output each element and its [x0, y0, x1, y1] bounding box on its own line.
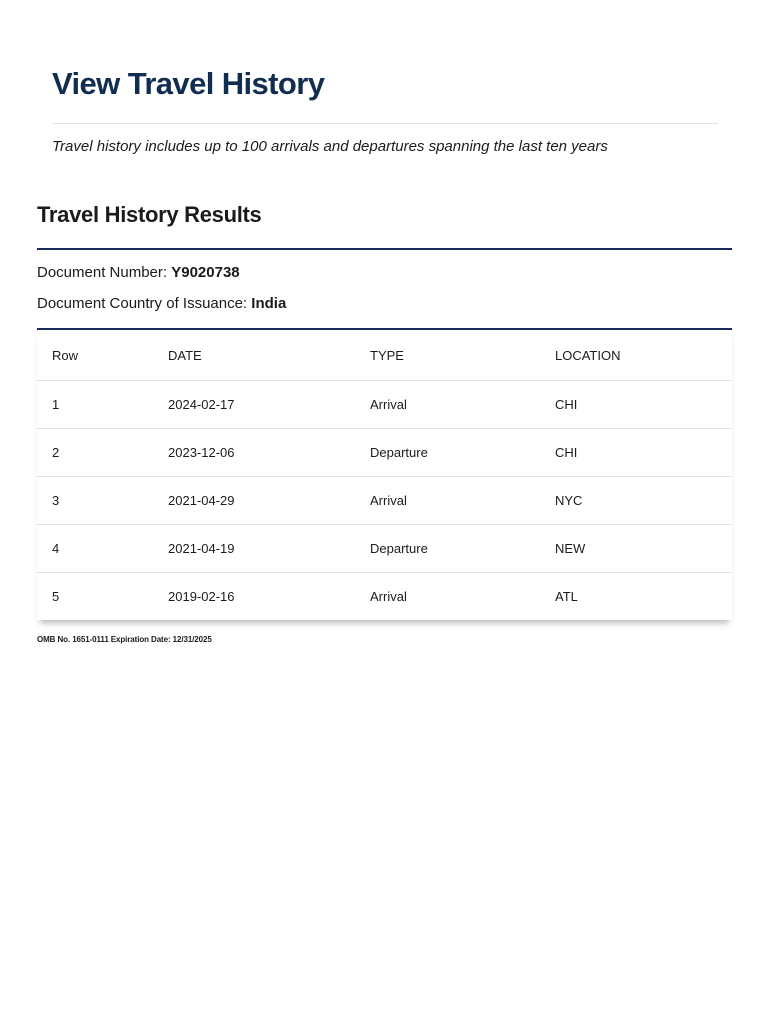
document-number-value: Y9020738 [171, 264, 240, 281]
cell-location: CHI [555, 381, 732, 429]
cell-type: Arrival [370, 589, 407, 604]
cell-row: 1 [37, 381, 168, 429]
results-top-divider [37, 248, 732, 250]
table-row [37, 573, 732, 621]
cell-type: Departure [370, 429, 555, 477]
column-header-date: DATE [168, 330, 370, 381]
cell-location: NEW [555, 525, 732, 573]
document-country-value: India [251, 295, 287, 312]
table-header-row [37, 330, 732, 381]
cell-location: CHI [555, 429, 732, 477]
omb-notice: OMB No. 1651-0111 Expiration Date: 12/31/2025 [37, 635, 212, 644]
document-country-label: Document Country of Issuance: [37, 295, 248, 312]
cell-date: 2021-04-19 [168, 525, 370, 573]
cell-type: Arrival [370, 381, 555, 429]
cell-row: 4 [37, 525, 168, 573]
cell-type: Arrival [370, 477, 555, 525]
cell-row: 3 [37, 477, 168, 525]
table-row [37, 429, 732, 477]
document-number-line [37, 264, 240, 281]
cell-row: 2 [37, 429, 168, 477]
cell-location: NYC [555, 477, 732, 525]
cell-date: 2021-04-29 [168, 477, 370, 525]
cell-date: 2019-02-16 [168, 589, 235, 604]
document-number-label: Document Number: [37, 264, 168, 281]
page-title: View Travel History [52, 66, 325, 101]
cell-location: ATL [555, 589, 578, 604]
title-divider [52, 123, 718, 124]
cell-date: 2024-02-17 [168, 381, 370, 429]
column-header-location: LOCATION [555, 330, 732, 381]
column-header-row: Row [37, 330, 168, 381]
cell-type: Departure [370, 525, 555, 573]
table-row [37, 477, 732, 525]
table-row [37, 381, 732, 429]
intro-text: Travel history includes up to 100 arrivals and departures spanning the last ten years [52, 138, 608, 155]
table-row [37, 525, 732, 573]
column-header-type: TYPE [370, 330, 555, 381]
cell-row: 5 [52, 589, 60, 604]
results-title: Travel History Results [37, 202, 262, 227]
travel-history-table [37, 330, 732, 620]
cell-date: 2023-12-06 [168, 429, 370, 477]
document-country-line [37, 295, 286, 312]
